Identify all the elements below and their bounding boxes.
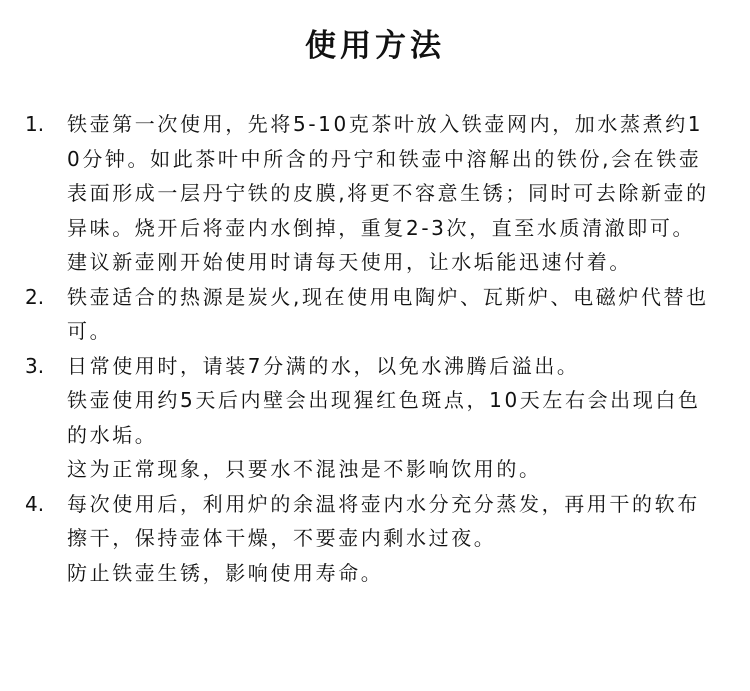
item-number: 3. xyxy=(25,353,45,378)
paragraph: 建议新壶刚开始使用时请每天使用，让水垢能迅速付着。 xyxy=(67,250,632,274)
item-body xyxy=(67,280,717,349)
instruction-item-1 xyxy=(0,107,750,280)
paragraph: 铁壶第一次使用，先将5-10克茶叶放入铁壶网内，加水蒸煮约10分钟。如此茶叶中所含的丹宁和铁壶中溶解出的铁份,会在铁壶表面形成一层丹宁铁的皮膜,将更不容意生锈；同时可去除新壶的异味。烧开后将壶内水倒掉，重复2-3次，直至水质清澈即可。 xyxy=(67,112,709,240)
item-number: 4. xyxy=(25,491,45,516)
item-number: 1. xyxy=(25,112,45,136)
paragraph: 铁壶适合的热源是炭火,现在使用电陶炉、瓦斯炉、电磁炉代替也可。 xyxy=(67,284,709,343)
paragraph: 日常使用时，请装7分满的水，以免水沸腾后溢出。 xyxy=(67,353,580,378)
paragraph: 这为正常现象，只要水不混浊是不影响饮用的。 xyxy=(67,457,542,481)
item-body xyxy=(67,487,717,591)
paragraph: 铁壶使用约5天后内壁会出现猩红色斑点，10天左右会出现白色的水垢。 xyxy=(67,388,701,447)
instruction-item-3 xyxy=(0,349,750,487)
item-body xyxy=(67,349,717,487)
paragraph: 每次使用后，利用炉的余温将壶内水分充分蒸发，再用干的软布擦干，保持壶体干燥，不要壶内剩水过夜。 xyxy=(67,491,700,550)
page-title: 使用方法 xyxy=(305,28,445,64)
instruction-item-2 xyxy=(0,280,750,349)
item-body xyxy=(67,107,717,280)
item-number: 2. xyxy=(25,284,45,309)
instruction-item-4 xyxy=(0,487,750,591)
instruction-list xyxy=(0,107,750,590)
paragraph: 防止铁壶生锈，影响使用寿命。 xyxy=(67,560,384,585)
